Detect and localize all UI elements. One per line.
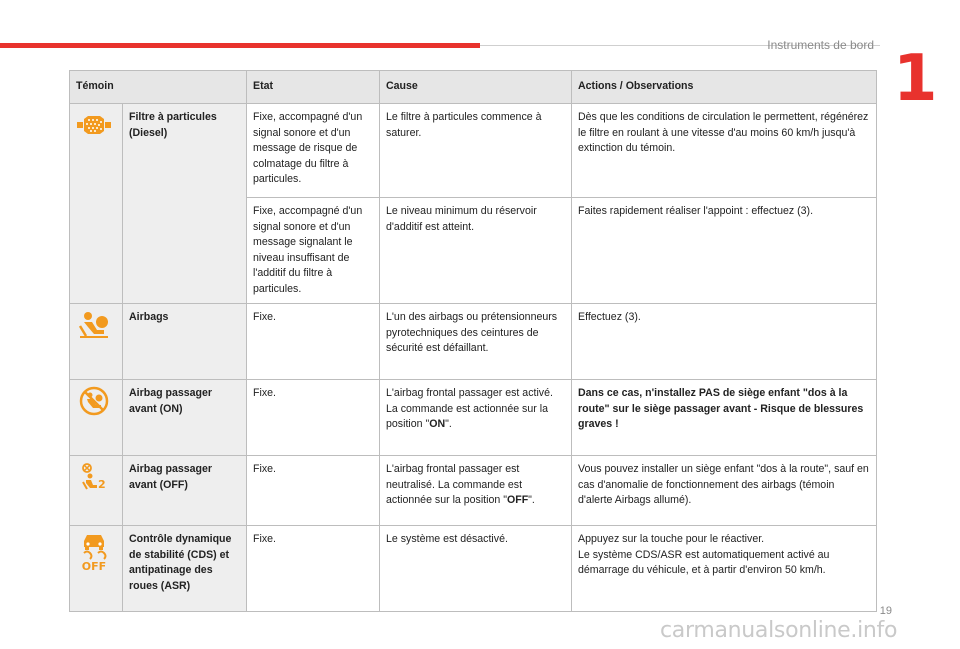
warning-label: Airbags bbox=[123, 304, 247, 380]
action-cell: Dès que les conditions de circulation le permettent, régénérez le filtre en roulant à une vitesse d'au moins 60 km/h jusqu'à extinction du témoin. bbox=[572, 104, 877, 198]
icon-off-label: OFF bbox=[81, 560, 107, 572]
cause-cell: Le filtre à particules commence à saturer. bbox=[380, 104, 572, 198]
warning-lights-table bbox=[69, 70, 877, 612]
cause-cell: Le système est désactivé. bbox=[380, 526, 572, 612]
cause-text-end: ". bbox=[445, 418, 452, 431]
icon-cell bbox=[70, 304, 123, 380]
icon-cell bbox=[70, 526, 123, 612]
svg-text:2: 2 bbox=[98, 478, 106, 491]
table-header-row bbox=[70, 71, 877, 104]
cause-cell bbox=[380, 456, 572, 526]
warning-label: Filtre à particules (Diesel) bbox=[123, 104, 247, 304]
warning-label: Airbag passager avant (OFF) bbox=[123, 456, 247, 526]
etat-cell: Fixe, accompagné d'un signal sonore et d'un message signalant le niveau insuffisant de l'additif du filtre à particules. bbox=[247, 198, 380, 304]
icon-cell bbox=[70, 104, 123, 304]
etat-cell: Fixe. bbox=[247, 380, 380, 456]
cause-text-end: ". bbox=[528, 494, 535, 507]
action-cell: Vous pouvez installer un siège enfant "dos à la route", sauf en cas d'anomalie de fonctionnement des airbags (témoin d'alerte Airbags allumé). bbox=[572, 456, 877, 526]
page-number: 19 bbox=[879, 605, 892, 617]
cause-cell: Le niveau minimum du réservoir d'additif est atteint. bbox=[380, 198, 572, 304]
chapter-number: 1 bbox=[893, 42, 938, 116]
table-row bbox=[70, 104, 877, 198]
action-line: Le système CDS/ASR est automatiquement activé au démarrage du véhicule, et à partir d'environ 50 km/h. bbox=[578, 548, 830, 577]
etat-cell: Fixe. bbox=[247, 304, 380, 380]
etat-cell: Fixe. bbox=[247, 526, 380, 612]
warning-label: Contrôle dynamique de stabilité (CDS) et antipatinage des roues (ASR) bbox=[123, 526, 247, 612]
action-cell: Dans ce cas, n'installez PAS de siège enfant "dos à la route" sur le siège passager avant - Risque de blessures graves ! bbox=[572, 380, 877, 456]
action-cell bbox=[572, 526, 877, 612]
action-cell: Faites rapidement réaliser l'appoint : effectuez (3). bbox=[572, 198, 877, 304]
cause-position: OFF bbox=[506, 494, 529, 507]
column-header-actions: Actions / Observations bbox=[572, 71, 877, 104]
etat-cell: Fixe. bbox=[247, 456, 380, 526]
etat-cell: Fixe, accompagné d'un signal sonore et d'un message de risque de colmatage du filtre à particules. bbox=[247, 104, 380, 198]
particle-filter-icon bbox=[76, 110, 112, 140]
table-row bbox=[70, 526, 877, 612]
table-row bbox=[70, 304, 877, 380]
cause-cell bbox=[380, 380, 572, 456]
icon-cell bbox=[70, 380, 123, 456]
cause-text: L'airbag frontal passager est activé. La commande est actionnée sur la position " bbox=[386, 387, 553, 431]
passenger-airbag-off-icon bbox=[76, 462, 112, 492]
stability-control-off-icon bbox=[76, 532, 112, 572]
watermark: carmanualsonline.info bbox=[660, 618, 898, 643]
column-header-etat: Etat bbox=[247, 71, 380, 104]
passenger-airbag-on-icon bbox=[76, 386, 112, 416]
header-accent-bar bbox=[0, 43, 480, 48]
column-header-cause: Cause bbox=[380, 71, 572, 104]
action-cell: Effectuez (3). bbox=[572, 304, 877, 380]
section-title: Instruments de bord bbox=[767, 38, 874, 52]
icon-cell bbox=[70, 456, 123, 526]
column-header-temoin: Témoin bbox=[70, 71, 247, 104]
cause-text: L'airbag frontal passager est neutralisé. La commande est actionnée sur la position " bbox=[386, 463, 523, 507]
cause-cell: L'un des airbags ou prétensionneurs pyrotechniques des ceintures de sécurité est défaillant. bbox=[380, 304, 572, 380]
cause-position: ON bbox=[429, 418, 446, 431]
table-row bbox=[70, 456, 877, 526]
table-row bbox=[70, 380, 877, 456]
action-line: Appuyez sur la touche pour le réactiver. bbox=[578, 533, 765, 545]
airbag-icon bbox=[76, 310, 112, 340]
warning-label: Airbag passager avant (ON) bbox=[123, 380, 247, 456]
